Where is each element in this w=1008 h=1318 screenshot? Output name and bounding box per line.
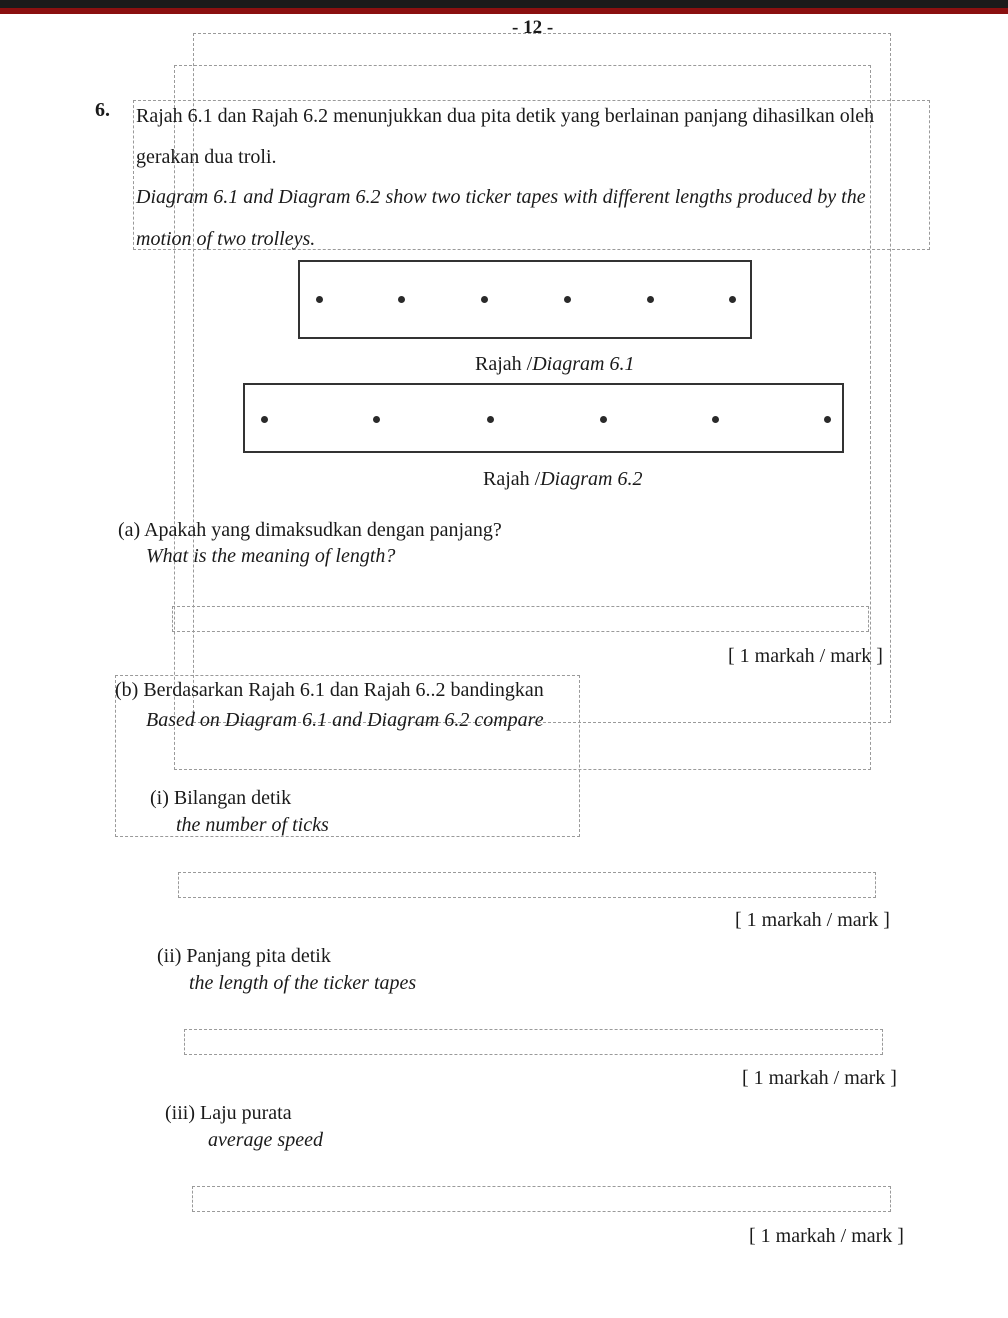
diagram-6-2-label-english: Diagram 6.2 <box>540 468 643 490</box>
diagram-6-1-label-english: Diagram 6.1 <box>532 353 635 375</box>
part-b-ii-answer-box[interactable] <box>184 1029 883 1055</box>
part-b-iii-malay: (iii) Laju purata <box>165 1102 292 1124</box>
diagram-6-2-label-malay: Rajah / <box>483 468 541 490</box>
part-b-iii-marks: [ 1 markah / mark ] <box>749 1225 904 1247</box>
part-b-iii-english: average speed <box>208 1129 323 1151</box>
intro-malay-line-2: gerakan dua troli. <box>136 146 277 168</box>
top-border-bar <box>0 0 1008 14</box>
part-b-ii-marks: [ 1 markah / mark ] <box>742 1067 897 1089</box>
diagram-6-2-label <box>483 467 642 491</box>
tick-dot <box>373 416 380 423</box>
part-b-i-malay: (i) Bilangan detik <box>150 787 292 809</box>
tick-dot <box>564 296 571 303</box>
diagram-6-1-label <box>475 352 634 376</box>
intro-english-line-1: Diagram 6.1 and Diagram 6.2 show two ticker tapes with different lengths produced by the <box>136 186 866 208</box>
tick-dot <box>261 416 268 423</box>
ticker-tape-diagram-6-1 <box>298 260 752 339</box>
tick-dot <box>647 296 654 303</box>
tick-dot <box>481 296 488 303</box>
tick-dot <box>824 416 831 423</box>
ticker-tape-diagram-6-2 <box>243 383 844 453</box>
part-b-iii-answer-box[interactable] <box>192 1186 891 1212</box>
part-b-i-answer-box[interactable] <box>178 872 876 898</box>
part-b-ii-english: the length of the ticker tapes <box>189 972 417 994</box>
question-number: 6. <box>95 99 110 121</box>
part-b-question-english: Based on Diagram 6.1 and Diagram 6.2 compare <box>146 709 544 731</box>
tick-dot <box>316 296 323 303</box>
page-number: - 12 - <box>512 17 554 38</box>
part-a-question-english: What is the meaning of length? <box>146 545 396 567</box>
intro-malay-line-1: Rajah 6.1 dan Rajah 6.2 menunjukkan dua pita detik yang berlainan panjang dihasilkan oleh <box>136 105 875 127</box>
part-b-i-english: the number of ticks <box>176 814 329 836</box>
part-a-marks: [ 1 markah / mark ] <box>728 645 883 667</box>
part-a-answer-box[interactable] <box>172 606 869 632</box>
diagram-6-1-label-malay: Rajah / <box>475 353 533 375</box>
tick-dot <box>398 296 405 303</box>
intro-english-line-2: motion of two trolleys. <box>136 228 316 250</box>
part-b-question-malay: (b) Berdasarkan Rajah 6.1 dan Rajah 6..2 bandingkan <box>115 679 544 701</box>
part-b-ii-malay: (ii) Panjang pita detik <box>157 945 331 967</box>
part-a-question-malay: (a) Apakah yang dimaksudkan dengan panjang? <box>118 519 502 541</box>
tick-dot <box>712 416 719 423</box>
tick-dot <box>487 416 494 423</box>
part-b-i-marks: [ 1 markah / mark ] <box>735 909 890 931</box>
tick-dot <box>729 296 736 303</box>
tick-dot <box>600 416 607 423</box>
